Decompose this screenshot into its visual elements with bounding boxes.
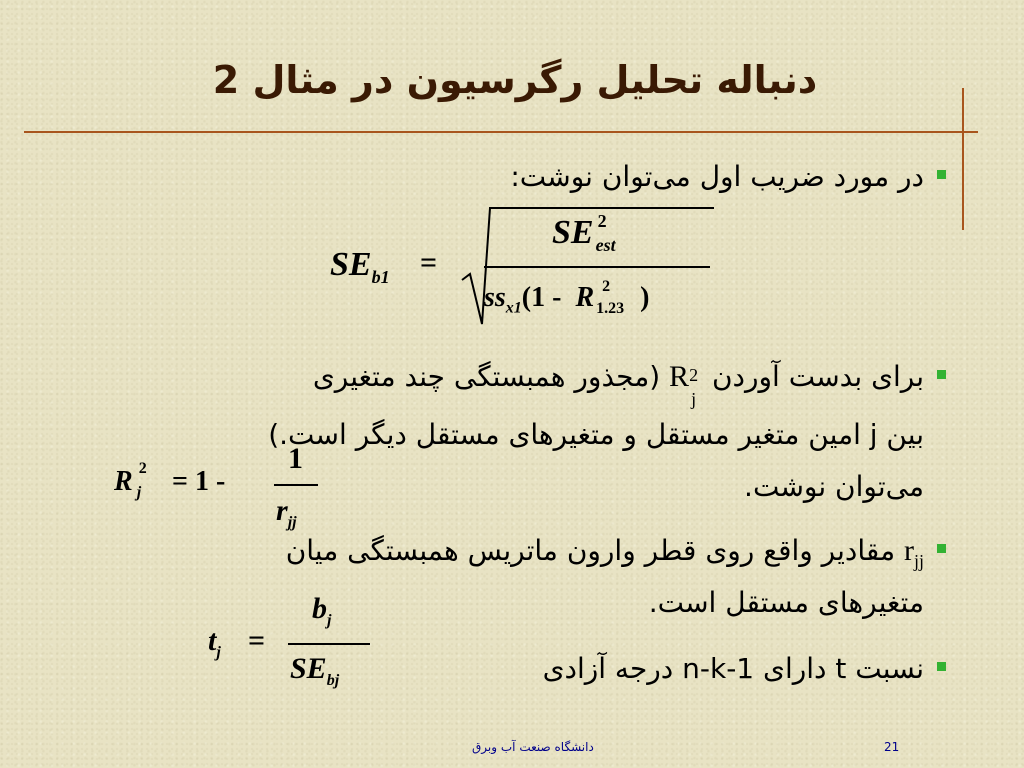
se-b1-num-text: SE (552, 214, 594, 251)
formula-t-j-equals: = (248, 624, 266, 657)
formula-r-j-lhs (114, 460, 155, 501)
se-b1-den-close: ) (640, 282, 650, 313)
bullet-3-r-sub: jj (913, 551, 924, 571)
bullet-3-r: r (903, 534, 914, 567)
bullet-2-line-3: می‌توان نوشت. (744, 470, 924, 503)
formula-se-b1-denominator (484, 278, 650, 318)
bullet-4-icon (937, 662, 946, 671)
formula-t-j-denominator (290, 652, 339, 690)
formula-t-j-lhs (208, 624, 221, 662)
r-j-lhs-sub: j (136, 484, 142, 501)
slide-title: دنباله تحلیل رگرسیون در مثال 2 (212, 58, 818, 102)
se-b1-num-sub: est (595, 235, 616, 255)
se-b1-den-r: R (575, 282, 595, 313)
bullet-1-text: در مورد ضریب اول می‌توان نوشت: (510, 160, 924, 193)
bullet-2-r: R (669, 360, 690, 393)
se-b1-den-r-sub: 1.23 (596, 300, 625, 317)
se-b1-den-ss: ss (484, 282, 506, 313)
bullet-2-line-1-pre: برای بدست آوردن (703, 360, 924, 393)
t-j-num-sub: j (327, 612, 332, 629)
formula-t-j-numerator (312, 592, 331, 630)
r-j-lhs-sup: 2 (138, 460, 147, 477)
title-underline (24, 131, 978, 133)
t-j-num-text: b (312, 592, 327, 625)
t-j-den-sub: bj (326, 672, 340, 689)
se-b1-den-open: (1 - (521, 282, 562, 313)
bullet-2-r2j (669, 360, 703, 409)
bullet-2-line-2: بین j امین متغیر مستقل و متغیرهای مستقل دیگر است.) (268, 418, 924, 451)
bullet-3-line-1 (286, 526, 924, 586)
se-b1-den-r-sup: 2 (602, 278, 611, 295)
formula-se-b1-numerator (552, 211, 634, 255)
bullet-2-r-sub: j (691, 389, 697, 409)
se-b1-den-ss-sub: x1 (505, 299, 522, 317)
formula-se-b1-lhs (330, 246, 390, 288)
footer-page-number: 21 (884, 740, 900, 754)
se-b1-num-sup: 2 (597, 211, 607, 231)
bullet-3-rjj (903, 534, 924, 571)
t-j-lhs-sub: j (216, 644, 221, 661)
bullet-1-icon (937, 170, 946, 179)
title-vertical-rule (962, 88, 964, 230)
bullet-3-line-2: متغیرهای مستقل است. (648, 586, 924, 619)
r-j-den-sub: jj (287, 514, 297, 531)
bullet-2-icon (937, 370, 946, 379)
bullet-2-r-sup: 2 (689, 365, 699, 385)
bullet-2-line-1-post: (مجذور همبستگی چند متغیری (312, 360, 670, 393)
se-b1-lhs-sub: b1 (371, 266, 390, 287)
bullet-4-text: نسبت t دارای n-k-1 درجه آزادی (542, 652, 924, 685)
bullet-3-line-1-post: مقادیر واقع روی قطر وارون ماتریس همبستگی میان (285, 534, 904, 567)
r-j-den-text: r (276, 494, 288, 527)
footer-university: دانشگاه صنعت آب وبرق (472, 740, 594, 754)
se-b1-fraction-bar (484, 266, 710, 268)
formula-se-b1-equals: = (420, 246, 438, 279)
formula-r-j-rhs: = 1 - (172, 466, 226, 497)
bullet-3-icon (937, 544, 946, 553)
bullet-2-line-1 (312, 352, 924, 409)
t-j-lhs-text: t (208, 624, 217, 657)
r-j-lhs-text: R (114, 466, 133, 497)
t-j-fraction-bar (288, 643, 370, 645)
r-j-fraction-bar (274, 484, 318, 486)
formula-r-j-numerator: 1 (288, 442, 303, 475)
se-b1-lhs-text: SE (330, 246, 372, 283)
t-j-den-text: SE (290, 652, 327, 685)
